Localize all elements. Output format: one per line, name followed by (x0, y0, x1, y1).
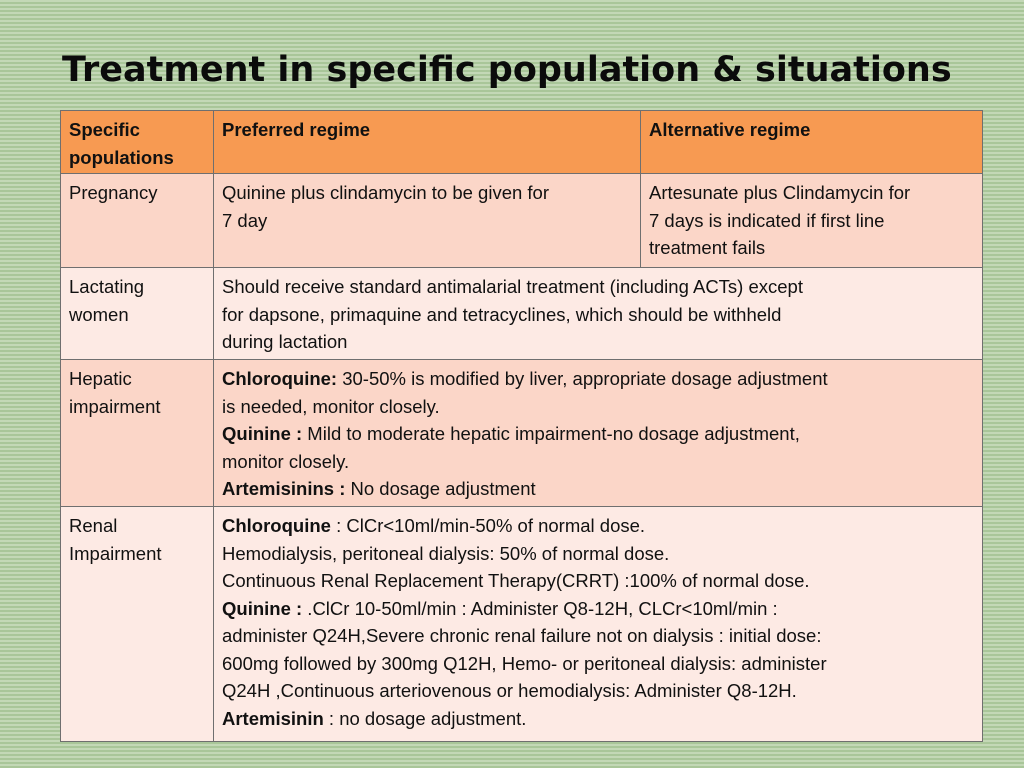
renal-line: 600mg followed by 300mg Q12H, Hemo- or peritoneal dialysis: administer (222, 652, 827, 674)
slide-title: Treatment in specific population & situations (62, 50, 952, 90)
header-preferred-regime: Preferred regime (214, 111, 641, 174)
regime-cell: Should receive standard antimalarial treatment (including ACTs) except for dapsone, primaquine and tetracyclines, which should be withheld during lactation (214, 268, 983, 360)
population-cell: Renal Impairment (61, 507, 214, 742)
renal-line: Q24H ,Continuous arteriovenous or hemodialysis: Administer Q8-12H. (222, 680, 797, 701)
hepatic-line: monitor closely. (222, 450, 350, 472)
row-lactating-women (61, 268, 983, 360)
population-cell: Lactating women (61, 268, 214, 360)
population-cell: Hepatic impairment (61, 360, 214, 507)
row-renal-impairment (61, 507, 983, 742)
alternative-regime-cell: Artesunate plus Clindamycin for 7 days is indicated if first line treatment fails (641, 174, 983, 268)
renal-line: Artemisinin : no dosage adjustment. (222, 707, 527, 729)
regime-cell (214, 360, 983, 507)
renal-line: Continuous Renal Replacement Therapy(CRRT) :100% of normal dose. (222, 570, 810, 591)
renal-line: Quinine : .ClCr 10-50ml/min : Administer Q8-12H, CLCr<10ml/min : (222, 597, 778, 619)
hepatic-line: Quinine : Mild to moderate hepatic impairment-no dosage adjustment, (222, 423, 800, 444)
treatment-table (60, 110, 983, 742)
row-hepatic-impairment (61, 360, 983, 507)
renal-line: Hemodialysis, peritoneal dialysis: 50% of normal dose. (222, 542, 670, 564)
population-cell: Pregnancy (61, 174, 214, 268)
header-row (61, 111, 983, 174)
header-specific-populations: Specific populations (61, 111, 214, 174)
preferred-regime-cell: Quinine plus clindamycin to be given for 7 day (214, 174, 641, 268)
renal-line: administer Q24H,Severe chronic renal failure not on dialysis : initial dose: (222, 625, 822, 646)
hepatic-line: is needed, monitor closely. (222, 395, 440, 417)
regime-cell (214, 507, 983, 742)
hepatic-line: Artemisinins : No dosage adjustment (222, 478, 536, 499)
row-pregnancy (61, 174, 983, 268)
hepatic-line: Chloroquine: 30-50% is modified by liver, appropriate dosage adjustment (222, 368, 828, 389)
header-alternative-regime: Alternative regime (641, 111, 983, 174)
renal-line: Chloroquine : ClCr<10ml/min-50% of normal dose. (222, 515, 646, 536)
